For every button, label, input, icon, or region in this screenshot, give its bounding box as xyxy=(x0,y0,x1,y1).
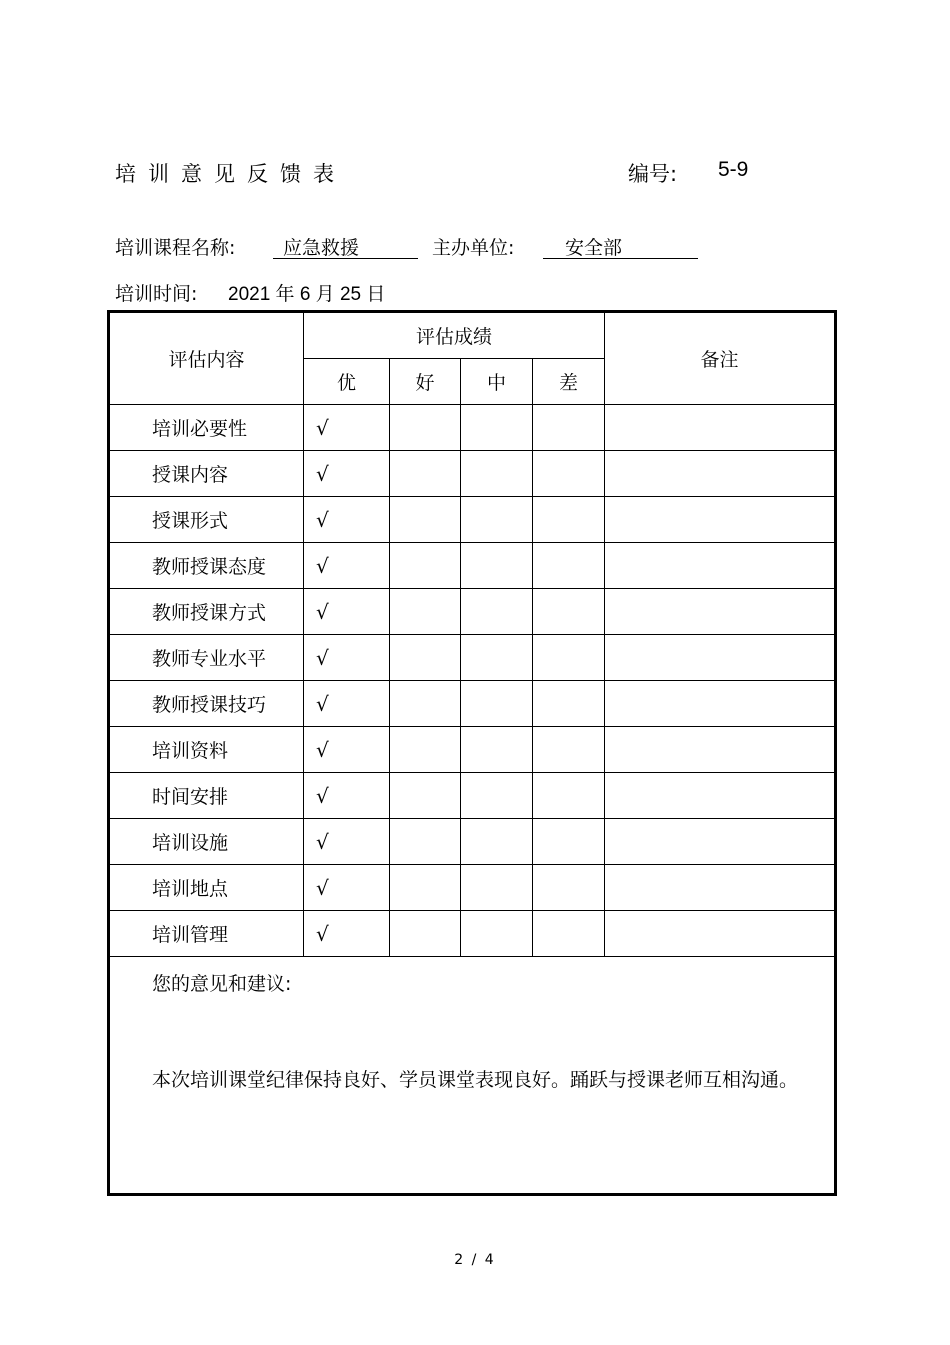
evaluation-item: 培训管理 xyxy=(109,911,304,957)
cell-average xyxy=(461,865,533,911)
cell-average xyxy=(461,451,533,497)
cell-poor xyxy=(533,405,605,451)
cell-average xyxy=(461,635,533,681)
host-unit-label: 主办单位: xyxy=(432,237,515,259)
grade-average: 中 xyxy=(461,359,533,405)
cell-average xyxy=(461,911,533,957)
grade-excellent: 优 xyxy=(304,359,390,405)
evaluation-item: 授课内容 xyxy=(109,451,304,497)
course-name-value: 应急救援 xyxy=(273,233,418,259)
evaluation-item: 教师授课技巧 xyxy=(109,681,304,727)
check-mark-excellent: √ xyxy=(304,405,390,451)
evaluation-item: 授课形式 xyxy=(109,497,304,543)
cell-poor xyxy=(533,589,605,635)
cell-average xyxy=(461,543,533,589)
host-unit-value: 安全部 xyxy=(543,233,698,259)
evaluation-item: 时间安排 xyxy=(109,773,304,819)
opinion-label: 您的意见和建议: xyxy=(152,973,292,995)
table-row xyxy=(109,773,836,819)
check-mark-excellent: √ xyxy=(304,773,390,819)
cell-poor xyxy=(533,911,605,957)
check-mark-excellent: √ xyxy=(304,497,390,543)
cell-good xyxy=(390,589,461,635)
check-mark-excellent: √ xyxy=(304,865,390,911)
cell-good xyxy=(390,451,461,497)
cell-good xyxy=(390,865,461,911)
evaluation-item: 教师专业水平 xyxy=(109,635,304,681)
cell-average xyxy=(461,497,533,543)
cell-poor xyxy=(533,727,605,773)
cell-average xyxy=(461,681,533,727)
cell-average xyxy=(461,589,533,635)
cell-poor xyxy=(533,773,605,819)
cell-average xyxy=(461,819,533,865)
opinion-cell xyxy=(109,957,836,1195)
cell-poor xyxy=(533,819,605,865)
form-code-label: 编号: xyxy=(628,162,678,186)
cell-poor xyxy=(533,543,605,589)
cell-average xyxy=(461,773,533,819)
cell-poor xyxy=(533,451,605,497)
table-row xyxy=(109,911,836,957)
training-date-value: 2021 年 6 月 25 日 xyxy=(228,284,386,305)
cell-remark xyxy=(605,773,836,819)
check-mark-excellent: √ xyxy=(304,911,390,957)
cell-poor xyxy=(533,865,605,911)
cell-good xyxy=(390,727,461,773)
cell-good xyxy=(390,497,461,543)
header-score: 评估成绩 xyxy=(304,312,605,359)
evaluation-item: 培训地点 xyxy=(109,865,304,911)
table-row xyxy=(109,589,836,635)
page-number: 2 / 4 xyxy=(454,1252,496,1268)
cell-remark xyxy=(605,911,836,957)
table-row xyxy=(109,865,836,911)
cell-remark xyxy=(605,543,836,589)
form-title: 培训意见反馈表 xyxy=(115,162,346,186)
evaluation-item: 培训设施 xyxy=(109,819,304,865)
cell-good xyxy=(390,911,461,957)
table-row xyxy=(109,543,836,589)
cell-good xyxy=(390,681,461,727)
check-mark-excellent: √ xyxy=(304,543,390,589)
table-row xyxy=(109,497,836,543)
evaluation-item: 教师授课方式 xyxy=(109,589,304,635)
table-row xyxy=(109,451,836,497)
check-mark-excellent: √ xyxy=(304,681,390,727)
header-remark: 备注 xyxy=(605,312,836,405)
cell-good xyxy=(390,635,461,681)
cell-remark xyxy=(605,865,836,911)
cell-average xyxy=(461,405,533,451)
cell-good xyxy=(390,405,461,451)
evaluation-item: 教师授课态度 xyxy=(109,543,304,589)
cell-poor xyxy=(533,497,605,543)
check-mark-excellent: √ xyxy=(304,727,390,773)
cell-remark xyxy=(605,819,836,865)
check-mark-excellent: √ xyxy=(304,589,390,635)
training-date-label: 培训时间: xyxy=(115,283,198,305)
cell-remark xyxy=(605,589,836,635)
course-name-label: 培训课程名称: xyxy=(115,237,236,259)
cell-poor xyxy=(533,635,605,681)
grade-good: 好 xyxy=(390,359,461,405)
opinion-text: 本次培训课堂纪律保持良好、学员课堂表现良好。踊跃与授课老师互相沟通。 xyxy=(152,1069,799,1091)
cell-remark xyxy=(605,635,836,681)
check-mark-excellent: √ xyxy=(304,819,390,865)
evaluation-table xyxy=(107,310,837,1196)
cell-good xyxy=(390,543,461,589)
table-row xyxy=(109,635,836,681)
table-row xyxy=(109,405,836,451)
cell-poor xyxy=(533,681,605,727)
cell-remark xyxy=(605,497,836,543)
evaluation-item: 培训必要性 xyxy=(109,405,304,451)
header-content: 评估内容 xyxy=(109,312,304,405)
grade-poor: 差 xyxy=(533,359,605,405)
cell-remark xyxy=(605,681,836,727)
check-mark-excellent: √ xyxy=(304,451,390,497)
table-row xyxy=(109,819,836,865)
cell-average xyxy=(461,727,533,773)
cell-remark xyxy=(605,405,836,451)
check-mark-excellent: √ xyxy=(304,635,390,681)
cell-remark xyxy=(605,451,836,497)
table-row xyxy=(109,681,836,727)
cell-remark xyxy=(605,727,836,773)
cell-good xyxy=(390,819,461,865)
form-code-value: 5-9 xyxy=(718,158,749,181)
cell-good xyxy=(390,773,461,819)
evaluation-item: 培训资料 xyxy=(109,727,304,773)
table-row xyxy=(109,727,836,773)
